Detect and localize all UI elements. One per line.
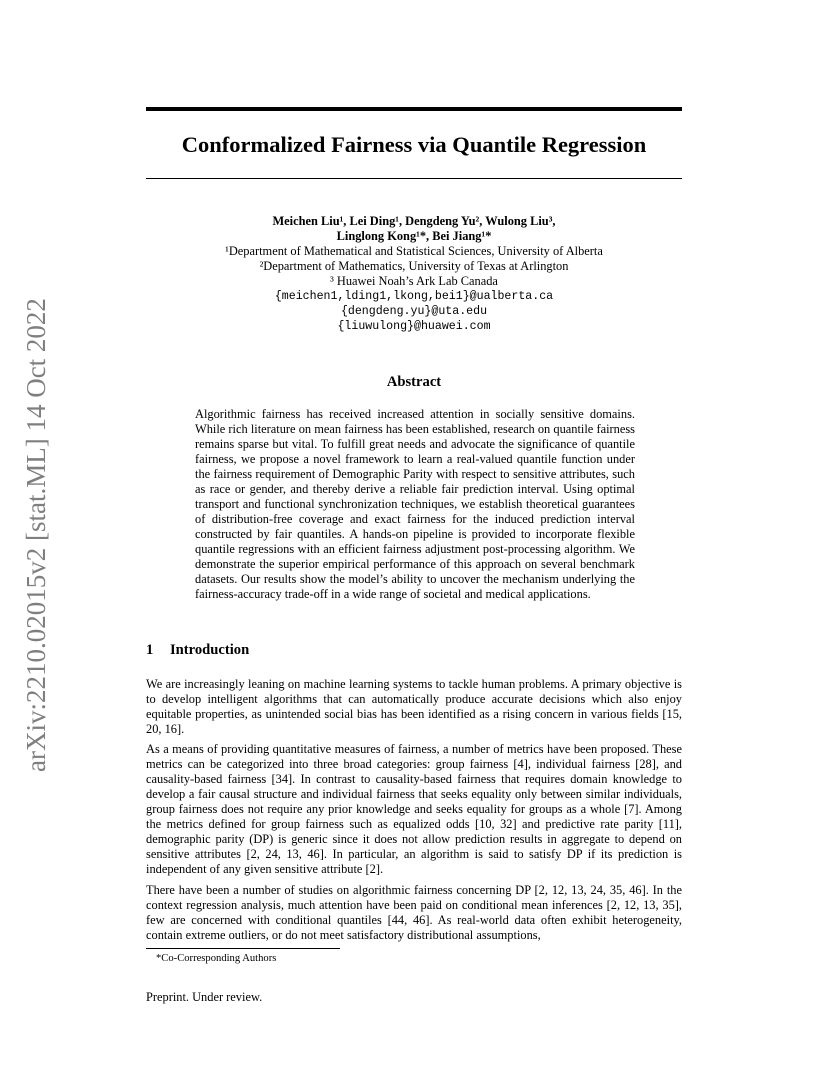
- section-title: Introduction: [170, 642, 250, 658]
- page-footer: Preprint. Under review.: [146, 990, 263, 1004]
- email-3: {liuwulong}@huawei.com: [337, 320, 491, 333]
- intro-paragraph-2: As a means of providing quantitative measures of fairness, a number of metrics have been proposed. These metrics can be categorized into three broad categories: group fairness [4], individual fairness [28], and causality-based fairness [34]. In contrast to causality-based fairness that requires domain knowledge to develop a fair causal structure and individual fairness that seeks equality only between similar individuals, group fairness does not require any prior knowledge and seeks equality for groups as a whole [7]. Among the metrics defined for group fairness such as equalized odds [10, 32] and predictive rate parity [11], demographic parity (DP) is generic since it does not allow prediction results in aggregate to depend on sensitive attributes [2, 24, 13, 46]. In particular, an algorithm is said to satisfy DP if its prediction is independent of any given sensitive attribute [2].: [146, 742, 682, 876]
- intro-paragraph-1: We are increasingly leaning on machine learning systems to tackle human problems. A primary objective is to develop intelligent algorithms that can automatically produce accurate decisions which also enjoy equitable properties, as unintended social bias has been identified as a rising concern in various fields [15, 20, 16].: [146, 677, 682, 736]
- author-names-line-1: Meichen Liu¹, Lei Ding¹, Dengdeng Yu², Wulong Liu³,: [272, 214, 556, 228]
- abstract-heading: Abstract: [386, 374, 442, 390]
- author-names-line-2: Linglong Kong¹*, Bei Jiang¹*: [336, 229, 492, 243]
- title-bottom-rule: [146, 178, 682, 179]
- section-heading: [146, 642, 682, 659]
- title-top-rule: [146, 107, 682, 111]
- author-block: [146, 214, 682, 334]
- footnote-rule: [146, 948, 340, 949]
- section-number: 1: [146, 642, 154, 658]
- abstract-text: Algorithmic fairness has received increased attention in socially sensitive domains. While rich literature on mean fairness has been established, research on quantile fairness remains sparse but vital. To fulfill great needs and advocate the significance of quantile fairness, we propose a novel framework to learn a real-valued quantile function under the fairness requirement of Demographic Parity with respect to sensitive attributes, such as race or gender, and thereby derive a reliable fair prediction interval. Using optimal transport and functional synchronization techniques, we establish theoretical guarantees of distribution-free coverage and exact fairness for the induced prediction interval constructed by fair quantiles. A hands-on pipeline is provided to incorporate flexible quantile regressions with an efficient fairness adjustment post-processing algorithm. We demonstrate the superior empirical performance of this approach on several benchmark datasets. Our results show the model’s ability to uncover the mechanism underlying the fairness-accuracy trade-off in a wide range of societal and medical applications.: [195, 407, 635, 601]
- email-1: {meichen1,lding1,lkong,bei1}@ualberta.ca: [274, 290, 554, 303]
- arxiv-identifier: arXiv:2210.02015v2 [stat.ML] 14 Oct 2022: [21, 298, 51, 772]
- affiliation-1: ¹Department of Mathematical and Statistical Sciences, University of Alberta: [225, 244, 603, 258]
- affiliation-2: ²Department of Mathematics, University of Texas at Arlington: [259, 259, 569, 273]
- paper-title: Conformalized Fairness via Quantile Regression: [181, 132, 647, 157]
- footnote: *Co-Corresponding Authors: [156, 953, 277, 964]
- affiliation-3: ³ Huawei Noah’s Ark Lab Canada: [330, 274, 498, 288]
- email-2: {dengdeng.yu}@uta.edu: [340, 305, 488, 318]
- intro-paragraph-3: There have been a number of studies on algorithmic fairness concerning DP [2, 12, 13, 24, 35, 46]. In the context regression analysis, much attention have been paid on conditional mean inferences [2, 12, 13, 35], few are concerned with conditional quantiles [44, 46]. As real-world data often exhibit heterogeneity, contain extreme outliers, or do not meet satisfactory distributional assumptions,: [146, 883, 682, 942]
